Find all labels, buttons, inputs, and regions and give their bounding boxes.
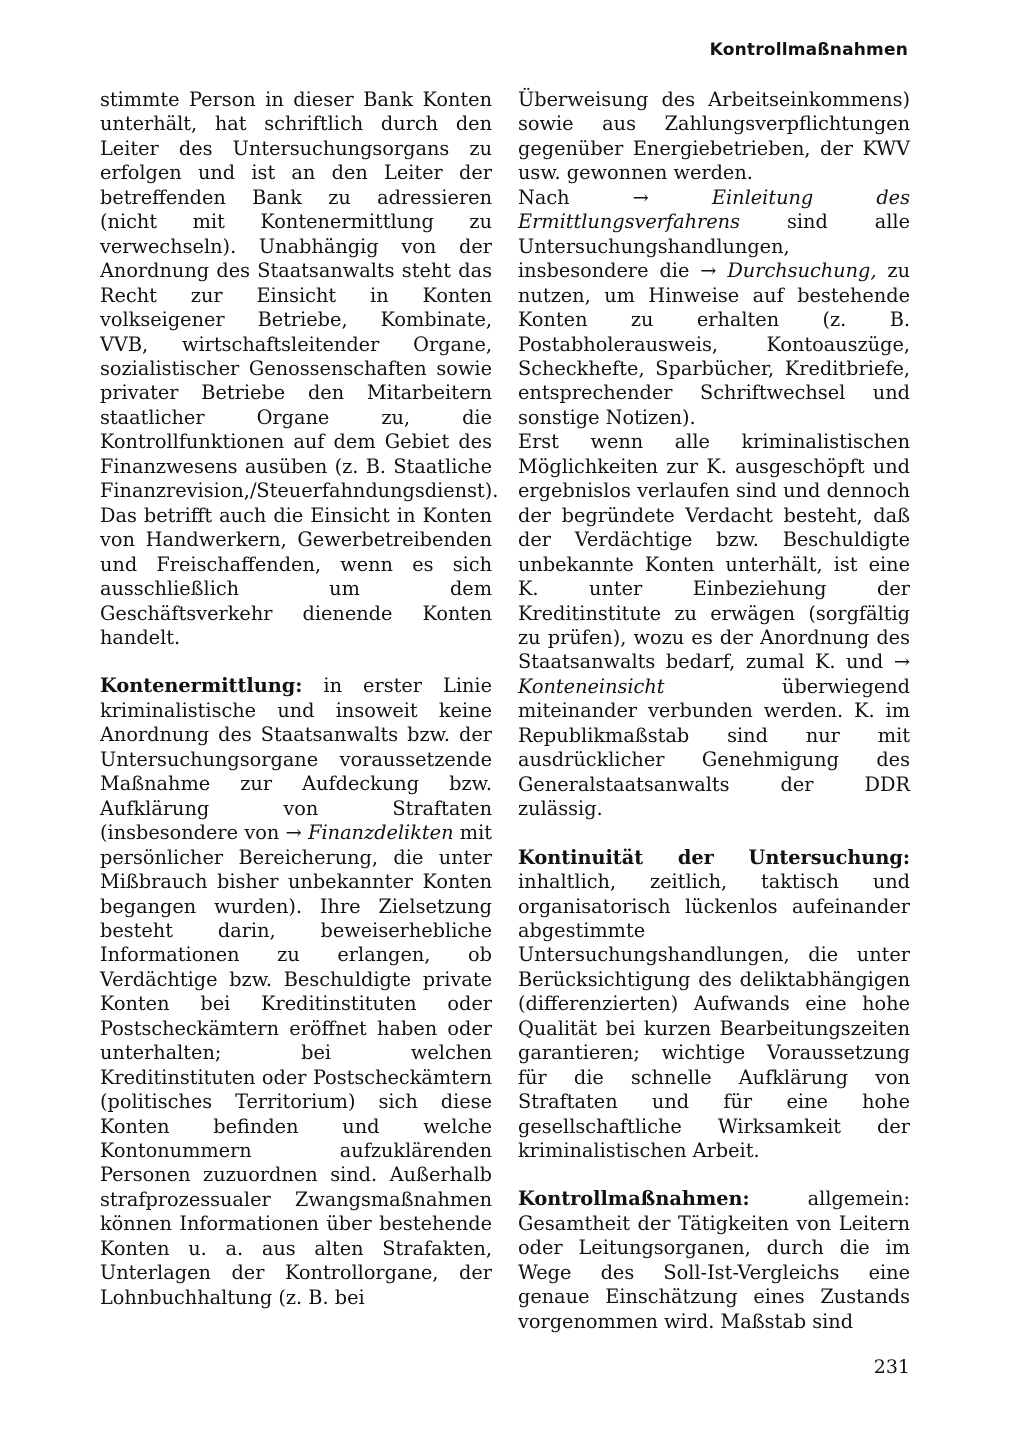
- cross-reference: → Finanzdelikten: [285, 821, 454, 845]
- left-column: [100, 88, 499, 1310]
- entry-spacer: [518, 822, 910, 846]
- entry-kontinuitaet: [518, 846, 910, 1164]
- running-head: Kontrollmaßnahmen: [709, 40, 908, 60]
- paragraph-text: Erst wenn alle kriminalistischen Möglichkeiten zur K. ausgeschöpft und ergebnislos verlaufen sind und dennoch der begründete Verdacht besteht, daß der Verdächtige bzw. Beschuldigte unbekannte Konten unterhält, ist eine K. unter Einbeziehung der Kreditinstitute zu erwägen (sorgfältig zu prüfen), wozu es der Anordnung des Staatsanwalts bedarf, zumal K. und: [518, 430, 910, 674]
- entry-term: Kontenermittlung:: [100, 674, 303, 698]
- entry-spacer: [100, 650, 492, 674]
- entry-kontenermittlung: [100, 674, 492, 1310]
- entry-spacer: [518, 1163, 910, 1187]
- paragraph-ueberweisung: Überweisung des Arbeitseinkommens) sowie aus Zahlungsverpflichtungen gegenüber Energiebetrieben, der KWV usw. gewonnen werden.: [518, 88, 910, 185]
- entry-text: inhaltlich, zeitlich, taktisch und organisatorisch lückenlos aufeinander abgestimmte Untersuchungshandlungen, die unter Berücksichtigung des deliktabhängigen (differenzierten) Aufwands eine hohe Qualität bei kurzen Bearbeitungszeiten garantieren; wichtige Voraussetzung für die schnelle Aufklärung von Straftaten und für eine hohe gesellschaftliche Wirksamkeit der kriminalistischen Arbeit.: [518, 870, 910, 1163]
- paragraph-text: zu nutzen, um Hinweise auf bestehende Konten zu erhalten (z. B. Postabholerausweis, Kontoauszüge, Scheckhefte, Sparbücher, Kreditbriefe, entsprechender Schriftwechsel und sonstige Notizen).: [518, 259, 910, 429]
- paragraph-handwerker: Das betrifft auch die Einsicht in Konten von Handwerkern, Gewerbetreibenden und Freischaffenden, wenn es sich ausschließlich um dem Geschäftsverkehr dienende Konten handelt.: [100, 503, 492, 649]
- page-number: 231: [873, 1356, 910, 1378]
- paragraph-einleitung: [518, 186, 910, 431]
- right-column: [518, 88, 910, 1334]
- cross-reference: → Durchsuchung,: [700, 259, 877, 283]
- cross-reference: → Einleitung des Ermittlungsverfahrens: [518, 185, 910, 234]
- paragraph-text: Nach: [518, 185, 633, 209]
- cross-reference: → Konteneinsicht: [518, 650, 910, 698]
- paragraph-continuation: stimmte Person in dieser Bank Konten unterhält, hat schriftlich durch den Leiter des Untersuchungsorgans zu erfolgen und ist an den Leiter der betreffenden Bank zu adressieren (nicht mit Kontenermittlung zu verwechseln). Unabhängig von der Anordnung des Staatsanwalts steht das Recht zur Einsicht in Konten volkseigener Betriebe, Kombinate, VVB, wirtschaftsleitender Organe, sozialistischer Genossenschaften sowie privater Betriebe den Mitarbeitern staatlicher Organe zu, die Kontrollfunktionen auf dem Gebiet des Finanzwesens ausüben (z. B. Staatliche Finanzrevision,/Steuerfahndungsdienst).: [100, 88, 499, 503]
- entry-text: mit persönlicher Bereicherung, die unter Mißbrauch bisher unbekannter Konten begangen wurden). Ihre Zielsetzung besteht darin, beweiserhebliche Informationen zu erlangen, ob Verdächtige bzw. Beschuldigte private Konten bei Kreditinstituten oder Postscheckämtern eröffnet haben oder unterhalten; bei welchen Kreditinstituten oder Postscheckämtern (politisches Territorium) sich diese Konten befinden und welche Kontonummern aufzuklärenden Personen zuzuordnen sind. Außerhalb strafprozessualer Zwangsmaßnahmen können Informationen über bestehende Konten u. a. aus alten Strafakten, Unterlagen der Kontrollorgane, der Lohnbuchhaltung (z. B. bei: [100, 821, 493, 1309]
- paragraph-text: überwiegend miteinander verbunden werden. K. im Republikmaßstab sind nur mit ausdrücklicher Genehmigung des Generalstaatsanwalts der DDR zulässig.: [518, 674, 910, 821]
- paragraph-text: sind alle Untersuchungshandlungen, insbesondere die: [518, 210, 910, 283]
- entry-term: Kontrollmaßnahmen:: [518, 1187, 750, 1211]
- paragraph-erst-wenn: [518, 430, 910, 821]
- entry-term: Kontinuität der Untersuchung:: [518, 845, 910, 869]
- entry-kontrollmassnahmen: [518, 1187, 910, 1334]
- entry-text: in erster Linie kriminalistische und insoweit keine Anordnung des Staatsanwalts bzw. der Untersuchungsorgane voraussetzende Maßnahme zur Aufdeckung bzw. Aufklärung von Straftaten (insbesondere von: [100, 674, 492, 845]
- entry-text: allgemein: Gesamtheit der Tätigkeiten von Leitern oder Leitungsorganen, durch die im Wege des Soll-Ist-Vergleichs eine genaue Einschätzung eines Zustands vorgenommen wird. Maßstab sind: [518, 1187, 910, 1333]
